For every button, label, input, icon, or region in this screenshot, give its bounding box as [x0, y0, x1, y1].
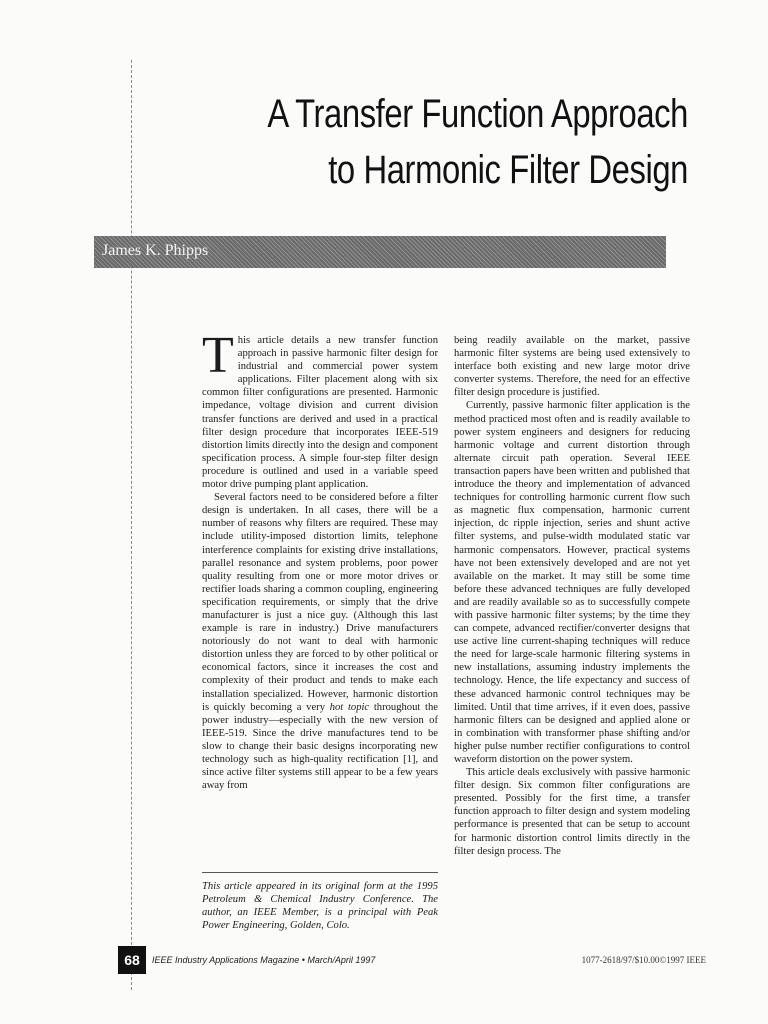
binding-guide-line: [131, 60, 132, 990]
body-paragraph: Currently, passive harmonic filter application is the method practiced most often and is readily available to power system engineers and designers for reducing harmonic voltage and current distortion through alternate circuit path operation. Several IEEE transaction papers have been written and published that introduce the theory and implementation of advanced techniques for controlling harmonic current flow such as magnetic flux compensation, harmonic current injection, dc ripple injection, series and shunt active filter systems, and pulse-width modulated static var harmonic compensators. However, practical systems have not been extensively developed and are not yet available on the market. It may still be some time before these advanced techniques are fully developed and are readily available so as to successfully compete with passive harmonic filter systems; by the time they can compete, advanced rectifier/converter designs that use active line current-shaping techniques will reduce the need for large-scale harmonic filtering systems in new installations, assuming industry implements the technology. Hence, the life expectancy and success of these advanced harmonic control techniques may be limited. Until that time arrives, if it even does, passive harmonic filters can be designed and applied alone or in combination with transformer phase shifting and/or higher pulse number rectifier configurations to control waveform distortion on the power system.: [454, 400, 690, 765]
author-band: [94, 236, 666, 268]
article-title: [267, 86, 688, 198]
intro-text: his article details a new transfer function approach in passive harmonic filter design for industrial and commercial power system applications. Filter placement along with six common filter configurations are presented. Harmonic impedance, voltage division and current division transfer functions are derived and used in a practical filter design procedure that incorporates IEEE-519 distortion limits directly into the design and component specification process. A simple four-step filter design procedure is outlined and used in a variable speed motor drive pumping plant application.: [202, 335, 438, 491]
intro-paragraph: [202, 327, 438, 491]
footnote: This article appeared in its original form at the 1995 Petroleum & Chemical Industry Conference. The author, an IEEE Member, is a principal with Peak Power Engineering, Golden, Colo.: [202, 881, 438, 932]
title-line-2: to Harmonic Filter Design: [328, 148, 688, 192]
emphasis-text: hot topic: [329, 701, 370, 713]
left-column: [202, 327, 438, 792]
copyright-line: 1077-2618/97/$10.00©1997 IEEE: [581, 955, 706, 965]
title-line-1: A Transfer Function Approach: [267, 92, 688, 136]
footnote-rule: [202, 872, 438, 873]
journal-footer: IEEE Industry Applications Magazine • March/April 1997: [152, 955, 376, 965]
drop-cap: T: [202, 327, 234, 384]
body-paragraph: This article deals exclusively with passive harmonic filter design. Six common filter configurations are presented. Possibly for the first time, a transfer function approach to filter design and system modeling performance is presented that can be setup to account for harmonic distortion control limits directly in the filter design process. The: [454, 767, 690, 857]
body-paragraph: Several factors need to be considered before a filter design is undertaken. In all cases, there will be a number of reasons why filters are required. These may include utility-imposed distortion limits, telephone interference complaints for existing drive installations, parallel resonance and system problems, poor power quality resulting from one or more motor drives or rectifier loads sharing a common coupling, engineering specification requirements, or simply that the drive manufacturer is just a nice guy. (Although this last example is rare in industry.) Drive manufacturers notoriously do not want to deal with harmonic distortion unless they are forced to by other political or economical factors, since it increases the cost and complexity of their product and tends to make each installation specialized. However, harmonic distortion is quickly becoming a very hot topic throughout the power industry—especially with the new version of IEEE-519. Since the drive manufactures tend to be slow to change their basic designs incorporating new technology such as high-quality rectification [1], and since active filter systems still appear to be a few years away from: [202, 492, 438, 792]
right-column: [454, 334, 690, 858]
body-paragraph: being readily available on the market, passive harmonic filter systems are being used extensively to interface both existing and new large motor drive converter systems. Therefore, the need for an effective filter design procedure is justified.: [454, 335, 690, 399]
author-name: James K. Phipps: [102, 242, 209, 259]
page-number: 68: [118, 946, 146, 974]
